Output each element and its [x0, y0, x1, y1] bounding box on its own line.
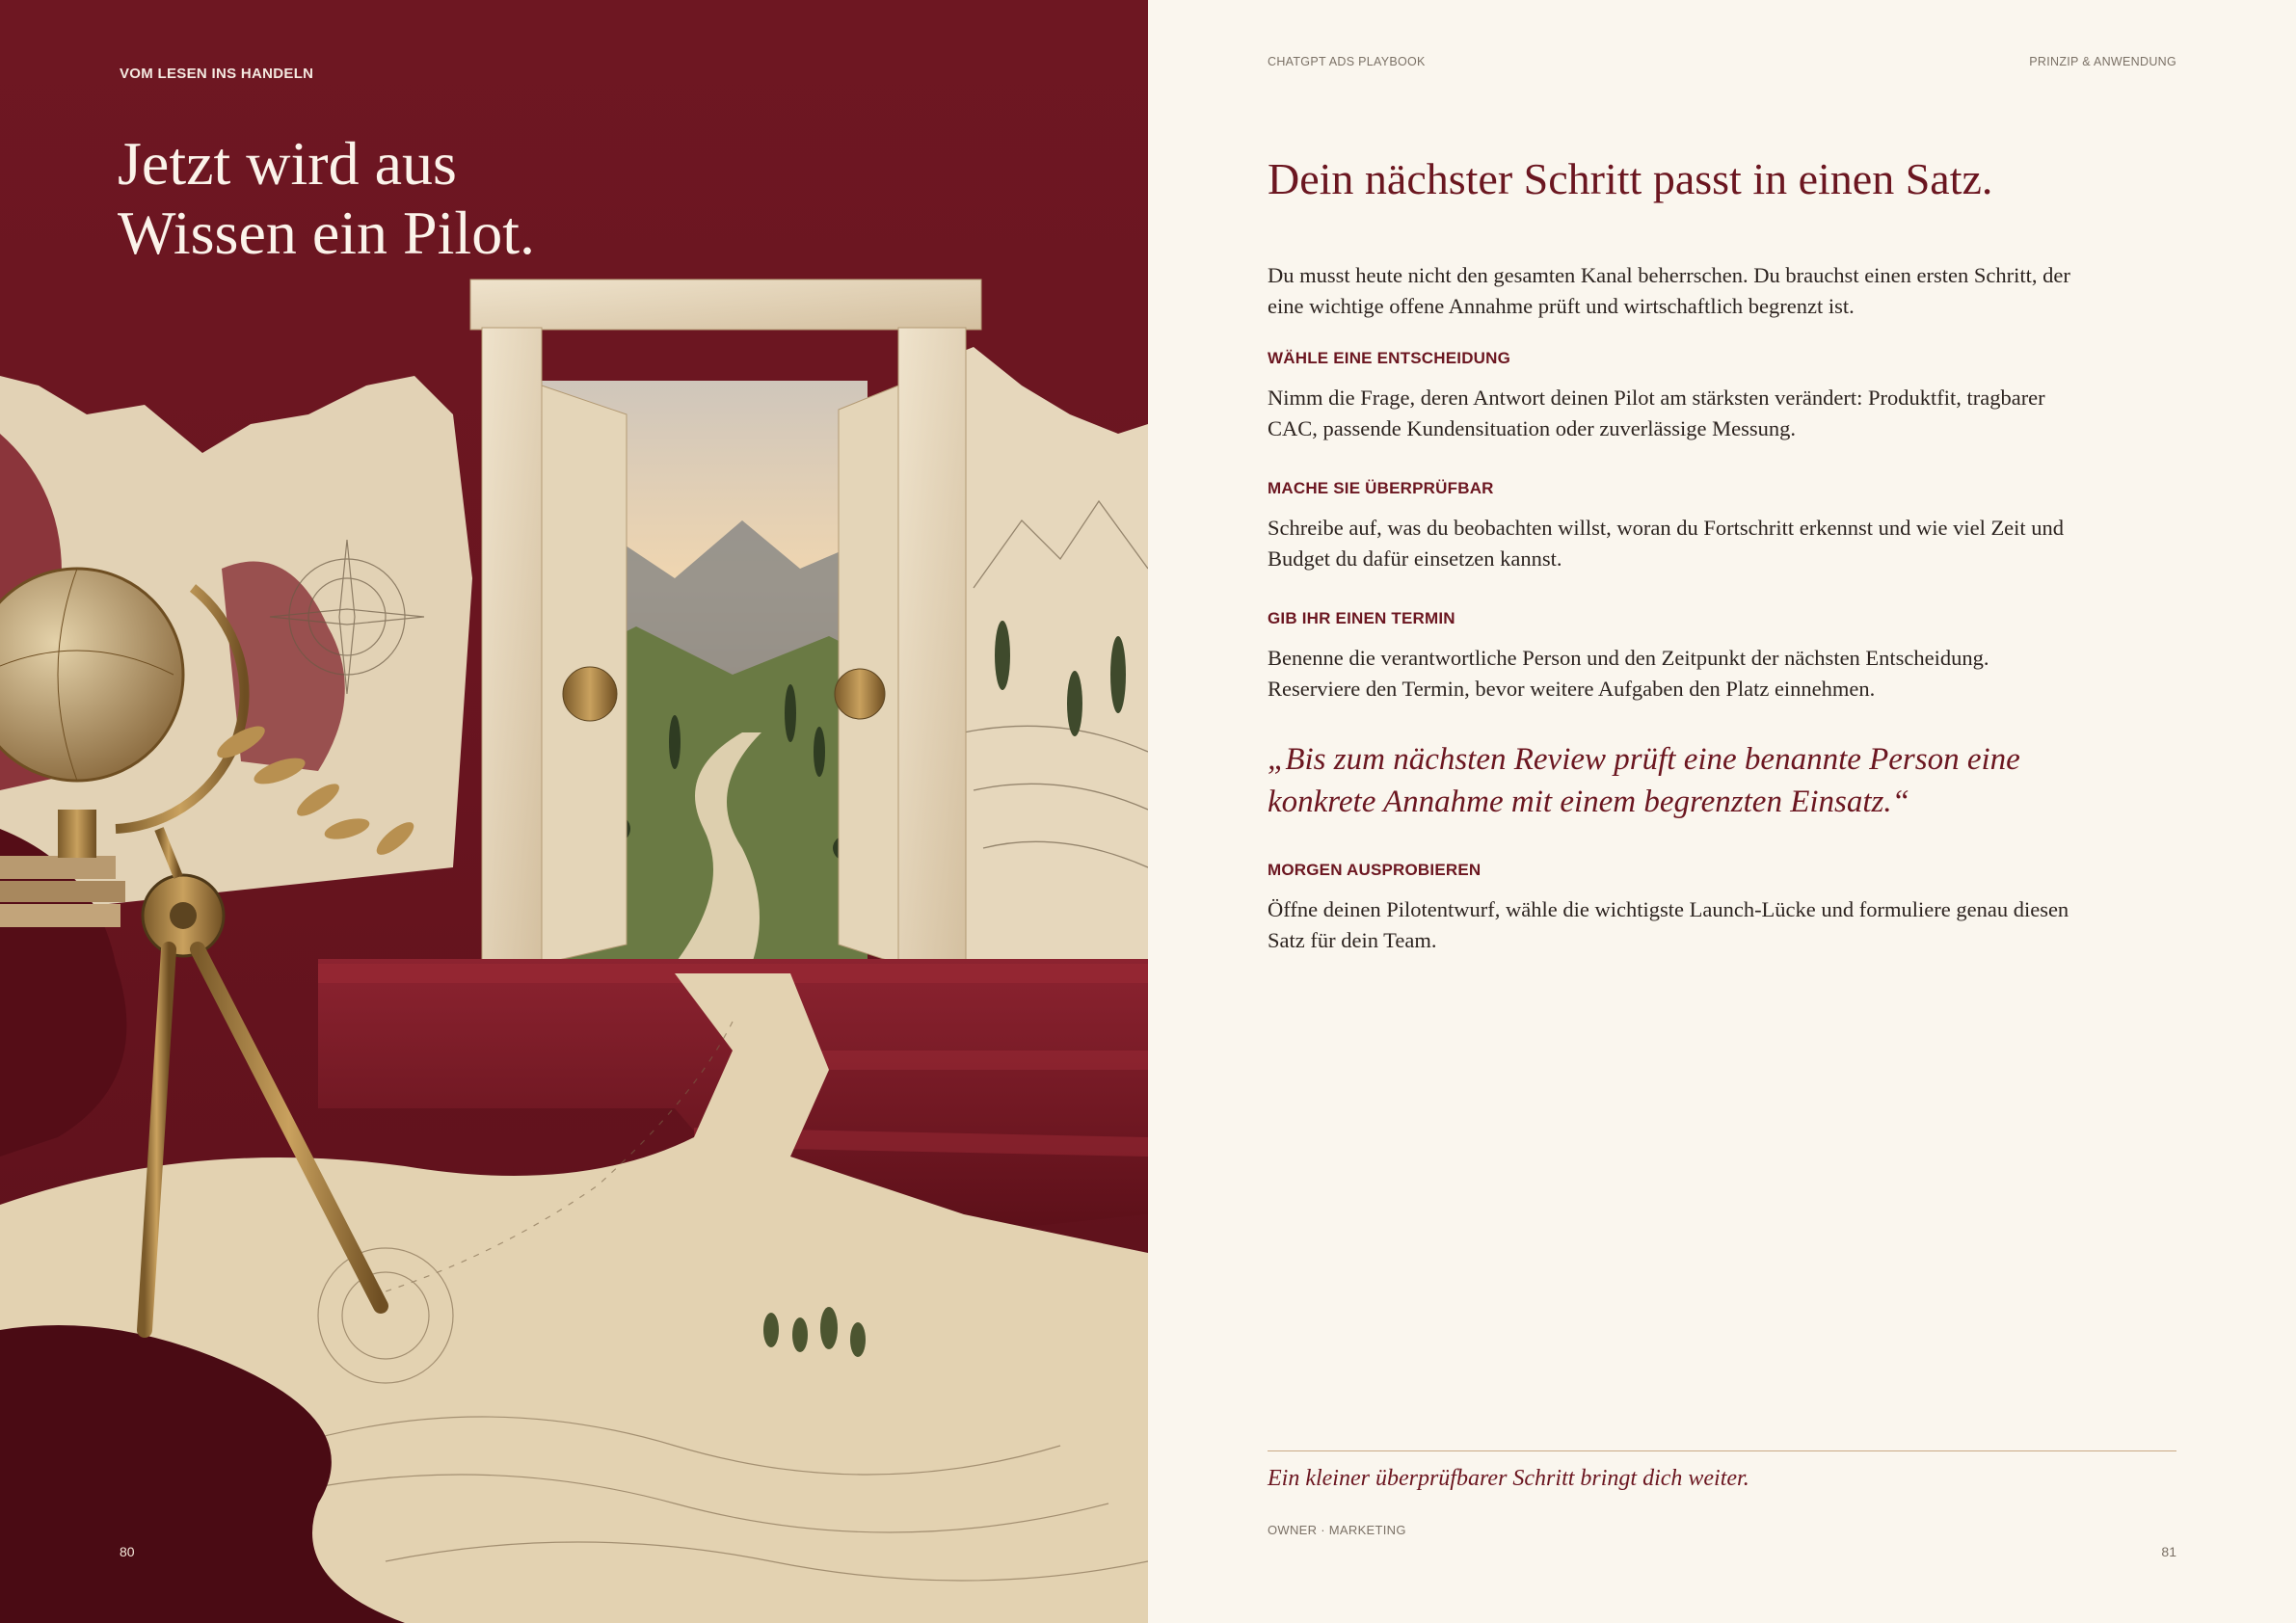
door-pillar-right — [898, 328, 966, 964]
book-stack — [0, 856, 125, 927]
page-title: Dein nächster Schritt passt in einen Satz. — [1268, 154, 1993, 203]
closing-line: Ein kleiner überprüfbarer Schritt bringt dich weiter. — [1268, 1466, 1749, 1491]
intro-line: eine wichtige offene Annahme prüft und wirtschaftlich begrenzt ist. — [1268, 294, 1855, 318]
intro-line: Du musst heute nicht den gesamten Kanal beherrschen. Du brauchst einen ersten Schritt, der — [1268, 263, 2070, 287]
section-line: Benenne die verantwortliche Person und den Zeitpunkt der nächsten Entscheidung. — [1268, 646, 1989, 670]
byline: OWNER · MARKETING — [1268, 1523, 1406, 1537]
section-line: Öffne deinen Pilotentwurf, wähle die wichtigste Launch-Lücke und formuliere genau diesen — [1268, 897, 2069, 921]
section-line: CAC, passende Kundensituation oder zuverlässige Messung. — [1268, 416, 1797, 440]
quote-line: „Bis zum nächsten Review prüft eine benannte Person eine — [1268, 742, 2020, 777]
section-line: Budget du dafür einsetzen kannst. — [1268, 546, 1562, 571]
footer-divider — [1268, 1450, 2176, 1451]
section-line: Nimm die Frage, deren Antwort deinen Pilot am stärksten verändert: Produktfit, tragbarer — [1268, 386, 2045, 410]
right-page — [1148, 0, 2296, 1623]
section-label-ausprobieren: MORGEN AUSPROBIEREN — [1268, 861, 1482, 879]
door-pillar-left — [482, 328, 542, 964]
section-label-entscheidung: WÄHLE EINE ENTSCHEIDUNG — [1268, 349, 1511, 367]
hero-title-line: Jetzt wird aus — [118, 129, 457, 198]
section-text-ueberpruefbar — [1268, 513, 2178, 574]
section-line: Schreibe auf, was du beobachten willst, woran du Fortschritt erkennst und wie viel Zeit und — [1268, 516, 2065, 540]
page-number-right: 81 — [2161, 1544, 2176, 1559]
door-medallion-right — [835, 669, 885, 719]
section-label-termin: GIB IHR EINEN TERMIN — [1268, 609, 1455, 627]
section-text-ausprobieren — [1268, 894, 2178, 956]
hero-title — [118, 129, 657, 268]
door-medallion-left — [563, 667, 617, 721]
section-label-ueberpruefbar: MACHE SIE ÜBERPRÜFBAR — [1268, 479, 1494, 497]
page-number-left: 80 — [120, 1544, 135, 1559]
running-head-book-title: CHATGPT ADS PLAYBOOK — [1268, 55, 1426, 68]
door-lintel — [470, 279, 981, 330]
quote-line: konkrete Annahme mit einem begrenzten Einsatz.“ — [1268, 785, 1909, 819]
pull-quote — [1268, 738, 2135, 823]
section-line: Satz für dein Team. — [1268, 928, 1437, 952]
section-line: Reserviere den Termin, bevor weitere Aufgaben den Platz einnehmen. — [1268, 677, 1876, 701]
running-head-section: PRINZIP & ANWENDUNG — [2029, 55, 2176, 68]
intro-paragraph — [1268, 260, 2178, 322]
section-text-termin — [1268, 643, 2178, 705]
section-text-entscheidung — [1268, 383, 2178, 444]
hero-title-line: Wissen ein Pilot. — [118, 199, 535, 267]
chapter-kicker: VOM LESEN INS HANDELN — [120, 66, 314, 82]
